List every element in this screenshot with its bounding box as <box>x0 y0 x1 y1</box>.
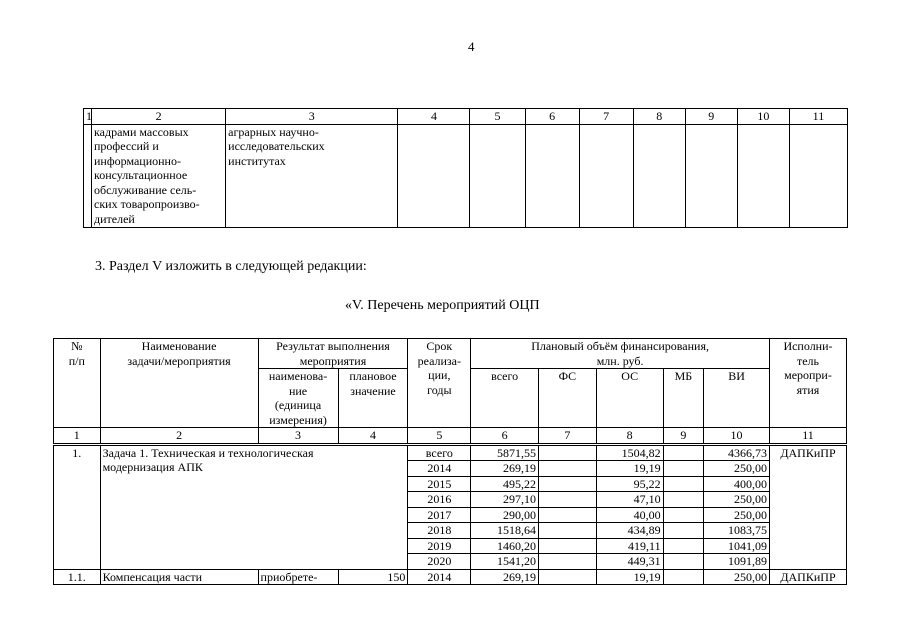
table-row: 1.1. Компенсация части приобрете- 150 2014 269,19 19,19 250,00 ДАПКиПР <box>54 569 847 585</box>
col-number-row: 1 2 3 4 5 6 7 8 9 10 11 <box>54 428 847 445</box>
col-header: 9 <box>685 109 737 125</box>
header-name: Наименование задачи/мероприятия <box>100 339 258 428</box>
section-title: «V. Перечень мероприятий ОЦП <box>345 298 540 313</box>
header-fs: ФС <box>539 369 597 428</box>
table-row: 2014 269,19 19,19 250,00 <box>54 461 847 477</box>
col-header: 8 <box>633 109 685 125</box>
header-result-name: наименова- ние (единица измерения) <box>258 369 338 428</box>
header-vi: ВИ <box>704 369 770 428</box>
table-row: 2020 1541,20 449,31 1091,89 <box>54 554 847 570</box>
header-result: Результат выполнения мероприятия <box>258 339 408 369</box>
header-financing: Плановый объём финансирования, млн. руб. <box>471 339 770 369</box>
header-result-plan: плановое значение <box>338 369 408 428</box>
col-header: 4 <box>398 109 470 125</box>
col-header: 6 <box>525 109 579 125</box>
col-header: 1 <box>84 109 92 125</box>
header-mb: МБ <box>663 369 704 428</box>
header-row-1 <box>54 339 847 369</box>
continuation-table <box>83 108 848 228</box>
activities-table <box>53 338 847 585</box>
col-header: 2 <box>92 109 226 125</box>
table-row: 2015 495,22 95,22 400,00 <box>54 476 847 492</box>
table-row <box>84 124 848 227</box>
header-os: ОС <box>596 369 663 428</box>
header-num: № п/п <box>54 339 101 428</box>
col-header: 11 <box>789 109 847 125</box>
table-row: 2019 1460,20 419,11 1041,09 <box>54 538 847 554</box>
task-num: 1. <box>54 444 101 569</box>
page-number: 4 <box>468 39 475 54</box>
cell-col3: аграрных научно- исследовательских институтах <box>226 124 398 227</box>
table-row: 1. Задача 1. Техническая и технологическая модернизация АПК всего 5871,55 1504,82 4366,73 ДАПКиПР <box>54 444 847 461</box>
col-header: 7 <box>579 109 633 125</box>
paragraph: 3. Раздел V изложить в следующей редакции: <box>95 259 367 274</box>
header-executor: Исполни- тель меропри- ятия <box>769 339 846 428</box>
cell-col2: кадрами массовых профессий и информационно- консультационное обслуживание сель- ских товаропроизво- дителей <box>92 124 226 227</box>
header-total: всего <box>471 369 539 428</box>
col-header: 5 <box>470 109 525 125</box>
table-row: 2018 1518,64 434,89 1083,75 <box>54 523 847 539</box>
task-name: Задача 1. Техническая и технологическая модернизация АПК <box>100 444 408 569</box>
table-row: 2016 297,10 47,10 250,00 <box>54 492 847 508</box>
task-executor: ДАПКиПР <box>769 444 846 569</box>
col-header: 3 <box>226 109 398 125</box>
table-row: 2017 290,00 40,00 250,00 <box>54 507 847 523</box>
col-header: 10 <box>737 109 789 125</box>
header-term: Срок реализа- ции, годы <box>408 339 471 428</box>
table-header-row <box>84 109 848 125</box>
